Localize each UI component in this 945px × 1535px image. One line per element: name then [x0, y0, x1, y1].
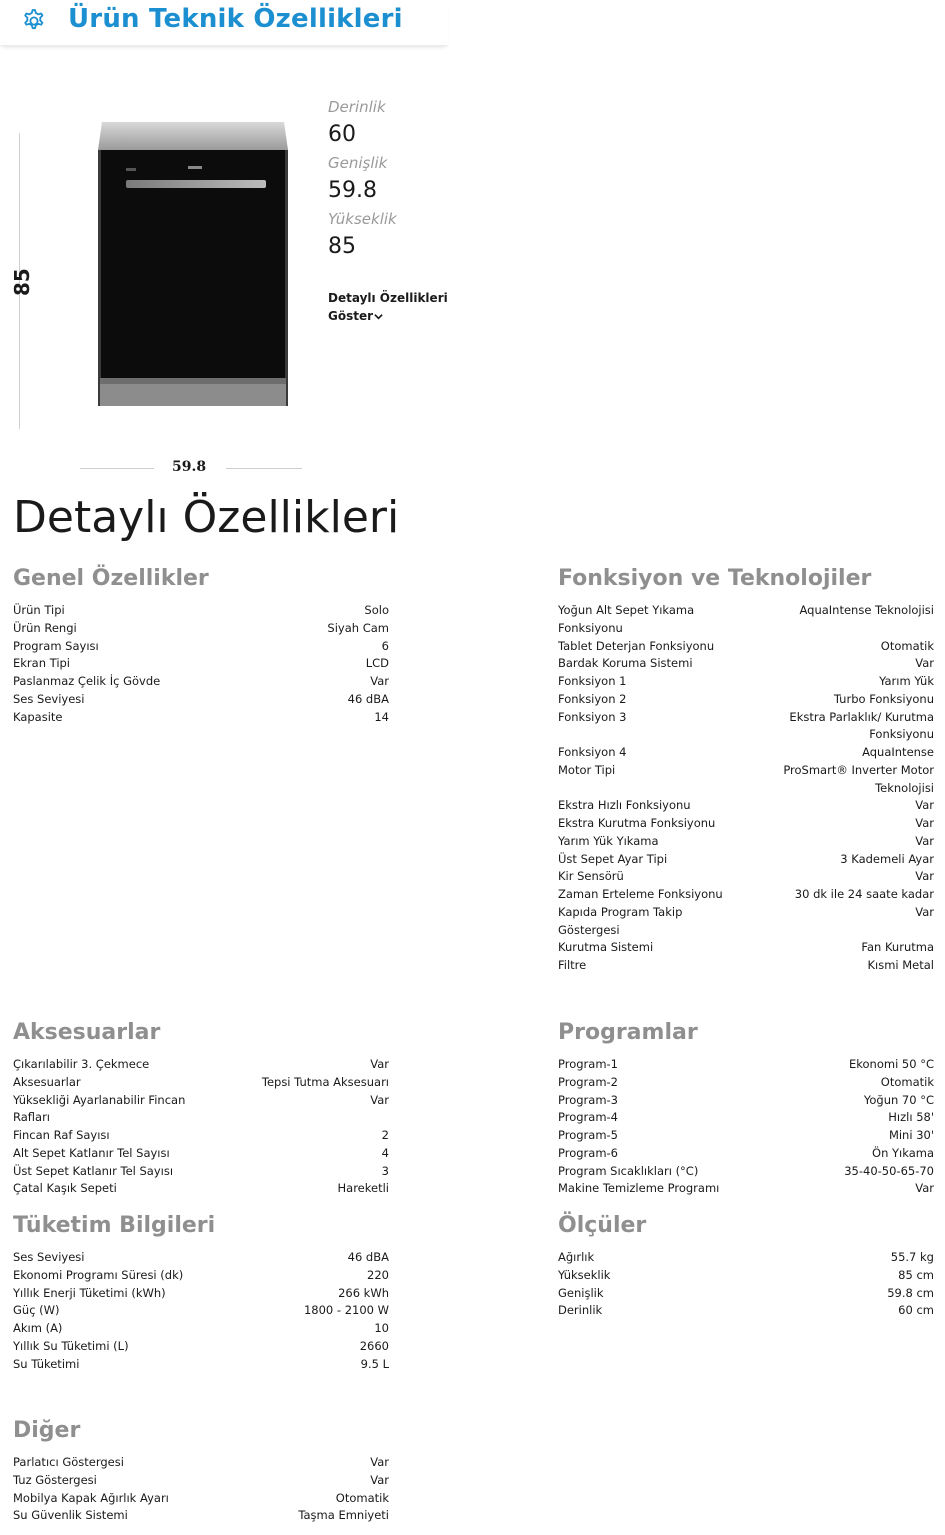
spec-value: 46 dBA: [347, 1250, 389, 1264]
spec-rows: [13, 1056, 389, 1198]
spec-key: Yükseklik: [558, 1267, 611, 1282]
depth-value: 60: [328, 122, 356, 147]
spec-key: Ekstra Kurutma Fonksiyonu: [558, 816, 716, 830]
spec-key: Program-4: [558, 1110, 618, 1125]
spec-value: Kısmi Metal: [867, 958, 934, 972]
spec-value: 14: [374, 709, 389, 724]
spec-value: Var: [370, 1057, 389, 1071]
spec-value: 30 dk ile 24 saate kadar: [794, 887, 934, 901]
spec-value: Otomatik: [880, 638, 934, 653]
spec-row: [558, 673, 934, 691]
spec-row: [558, 762, 934, 798]
gear-icon: [20, 6, 48, 34]
section-title: Programlar: [558, 1020, 698, 1045]
spec-value: 85 cm: [898, 1267, 934, 1282]
spec-key: Paslanmaz Çelik İç Gövde: [13, 674, 161, 688]
spec-value: Otomatik: [335, 1490, 389, 1505]
spec-value: 266 kWh: [338, 1285, 389, 1300]
spec-key: Ekonomi Programı Süresi (dk): [13, 1267, 184, 1282]
spec-key: Ürün Rengi: [13, 620, 77, 635]
spec-row: [558, 1285, 934, 1303]
spec-key: Yüksekliği Ayarlanabilir Fincan Rafları: [13, 1092, 186, 1125]
show-details-toggle[interactable]: [328, 289, 448, 325]
spec-row: [13, 1302, 389, 1320]
spec-key: Üst Sepet Katlanır Tel Sayısı: [13, 1163, 174, 1178]
spec-key: Tuz Göstergesi: [13, 1472, 97, 1487]
spec-row: [13, 1092, 389, 1128]
spec-value: Var: [370, 1092, 389, 1107]
spec-row: [13, 1320, 389, 1338]
spec-row: [13, 691, 389, 709]
spec-row: [558, 868, 934, 886]
spec-key: Çıkarılabilir 3. Çekmece: [13, 1057, 150, 1071]
height-value: 85: [328, 234, 356, 259]
spec-value: Mini 30': [888, 1128, 934, 1142]
spec-value: Yarım Yük: [879, 674, 934, 688]
spec-key: Bardak Koruma Sistemi: [558, 656, 693, 671]
spec-value: 220: [367, 1267, 389, 1282]
width-value: 59.8: [328, 178, 377, 203]
spec-row: [558, 691, 934, 709]
spec-key: Fonksiyon 3: [558, 709, 627, 724]
spec-key: Ekran Tipi: [13, 656, 71, 671]
spec-rows: [558, 602, 934, 975]
width-dimension-label: 59.8: [172, 459, 207, 475]
section-program: [558, 1020, 934, 1198]
spec-row: [13, 1267, 389, 1285]
spec-key: Program Sıcaklıkları (°C): [558, 1163, 699, 1178]
spec-value: Ekonomi 50 °C: [849, 1057, 934, 1071]
spec-row: [13, 1490, 389, 1508]
spec-value: Var: [915, 656, 934, 671]
spec-value: Var: [915, 1181, 934, 1196]
spec-value: 2660: [359, 1338, 389, 1353]
spec-value: Siyah Cam: [327, 620, 389, 635]
spec-row: [13, 673, 389, 691]
section-fonksiyon: [558, 566, 934, 975]
spec-row: [558, 1127, 934, 1145]
spec-row: [558, 1109, 934, 1127]
spec-row: [558, 1249, 934, 1267]
height-label: Yükseklik: [328, 210, 397, 228]
width-dimension-line-right: [226, 468, 302, 469]
spec-key: Su Tüketimi: [13, 1356, 80, 1371]
spec-row: [558, 886, 934, 904]
section-title: Fonksiyon ve Teknolojiler: [558, 566, 872, 591]
spec-value: 9.5 L: [360, 1356, 389, 1371]
spec-rows: [558, 1249, 934, 1320]
height-dimension-label: 85: [10, 268, 34, 296]
spec-key: Makine Temizleme Programı: [558, 1181, 720, 1196]
section-diger: [13, 1418, 389, 1525]
spec-value: Var: [915, 904, 934, 919]
spec-key: Fincan Raf Sayısı: [13, 1128, 110, 1142]
spec-rows: [13, 1454, 389, 1525]
spec-row: [13, 1285, 389, 1303]
spec-row: [558, 939, 934, 957]
spec-key: Program-3: [558, 1092, 618, 1107]
spec-value: 3: [381, 1163, 389, 1178]
header-bar: [0, 0, 448, 46]
spec-value: Var: [370, 674, 389, 688]
spec-key: Yıllık Su Tüketimi (L): [13, 1338, 129, 1353]
spec-row: [13, 620, 389, 638]
spec-row: [558, 1180, 934, 1198]
spec-key: Fonksiyon 1: [558, 674, 627, 688]
spec-row: [558, 833, 934, 851]
spec-key: Motor Tipi: [558, 762, 616, 777]
spec-key: Program-2: [558, 1074, 618, 1089]
spec-key: Su Güvenlik Sistemi: [13, 1508, 128, 1523]
spec-row: [13, 1074, 389, 1092]
spec-row: [558, 957, 934, 975]
spec-row: [13, 1454, 389, 1472]
spec-value: 1800 - 2100 W: [303, 1303, 389, 1318]
spec-key: Program Sayısı: [13, 638, 99, 653]
spec-row: [558, 638, 934, 656]
spec-row: [558, 602, 934, 638]
spec-key: Fonksiyon 2: [558, 691, 627, 706]
spec-row: [558, 655, 934, 673]
spec-key: Fonksiyon 4: [558, 745, 627, 759]
spec-row: [13, 1472, 389, 1490]
spec-rows: [558, 1056, 934, 1198]
spec-value: AquaIntense: [862, 745, 934, 759]
spec-row: [558, 1145, 934, 1163]
spec-value: 6: [381, 638, 389, 653]
section-title: Diğer: [13, 1418, 81, 1443]
page-title: Ürün Teknik Özellikleri: [68, 4, 403, 34]
spec-value: Turbo Fonksiyonu: [833, 691, 934, 706]
spec-value: Var: [915, 833, 934, 848]
width-dimension-line-left: [80, 468, 154, 469]
spec-key: Program-6: [558, 1145, 618, 1160]
spec-key: Ağırlık: [558, 1250, 595, 1264]
spec-key: Ses Seviyesi: [13, 1250, 85, 1264]
section-title: Ölçüler: [558, 1213, 647, 1238]
spec-row: [13, 1356, 389, 1374]
spec-value: Otomatik: [880, 1074, 934, 1089]
spec-row: [13, 1127, 389, 1145]
spec-value: LCD: [365, 656, 389, 671]
spec-row: [558, 1074, 934, 1092]
spec-key: Zaman Erteleme Fonksiyonu: [558, 887, 723, 901]
spec-key: Kurutma Sistemi: [558, 940, 654, 955]
spec-value: Var: [915, 798, 934, 813]
spec-rows: [13, 602, 389, 726]
spec-value: Fan Kurutma: [861, 940, 934, 955]
spec-key: Kapıda Program Takip Göstergesi: [558, 904, 683, 937]
spec-key: Ekstra Hızlı Fonksiyonu: [558, 798, 691, 813]
spec-key: Üst Sepet Ayar Tipi: [558, 851, 668, 866]
section-title: Aksesuarlar: [13, 1020, 161, 1045]
spec-row: [13, 1249, 389, 1267]
spec-value: 4: [381, 1145, 389, 1160]
spec-row: [13, 1180, 389, 1198]
spec-row: [558, 815, 934, 833]
spec-row: [558, 1163, 934, 1181]
spec-value: Var: [915, 869, 934, 884]
spec-row: [13, 1056, 389, 1074]
spec-key: Filtre: [558, 958, 587, 972]
section-title: Genel Özellikler: [13, 566, 209, 591]
chevron-down-icon: [374, 312, 383, 321]
spec-value: 35-40-50-65-70: [844, 1163, 934, 1178]
section-genel: [13, 566, 389, 726]
spec-value: Taşma Emniyeti: [298, 1508, 389, 1523]
spec-value: Ekstra Parlaklık/ Kurutma Fonksiyonu: [789, 709, 934, 742]
spec-key: Alt Sepet Katlanır Tel Sayısı: [13, 1145, 170, 1160]
spec-value: Hızlı 58': [888, 1110, 934, 1125]
spec-row: [558, 709, 934, 745]
spec-value: AquaIntense Teknolojisi: [799, 603, 934, 617]
spec-key: Ürün Tipi: [13, 603, 65, 617]
spec-value: Solo: [364, 603, 389, 617]
spec-row: [13, 1338, 389, 1356]
spec-value: Ön Yıkama: [872, 1145, 934, 1160]
spec-key: Yarım Yük Yıkama: [558, 833, 659, 848]
spec-key: Tablet Deterjan Fonksiyonu: [558, 638, 715, 653]
spec-key: Parlatıcı Göstergesi: [13, 1455, 124, 1469]
spec-row: [13, 709, 389, 727]
spec-row: [558, 1302, 934, 1320]
spec-key: Güç (W): [13, 1303, 60, 1318]
spec-value: Hareketli: [337, 1181, 389, 1196]
spec-key: Mobilya Kapak Ağırlık Ayarı: [13, 1490, 169, 1505]
spec-key: Kapasite: [13, 709, 63, 724]
spec-key: Program-5: [558, 1128, 618, 1142]
spec-key: Çatal Kaşık Sepeti: [13, 1181, 117, 1196]
depth-label: Derinlik: [328, 98, 386, 116]
spec-row: [13, 1145, 389, 1163]
spec-value: 59.8 cm: [887, 1285, 934, 1300]
spec-key: Ses Seviyesi: [13, 691, 85, 706]
spec-value: 55.7 kg: [890, 1250, 934, 1264]
spec-value: 10: [374, 1321, 389, 1335]
spec-value: Var: [915, 816, 934, 830]
spec-row: [558, 1056, 934, 1074]
spec-row: [13, 602, 389, 620]
spec-key: Derinlik: [558, 1303, 603, 1318]
spec-key: Kir Sensörü: [558, 869, 624, 884]
spec-row: [13, 655, 389, 673]
spec-key: Aksesuarlar: [13, 1074, 81, 1089]
spec-row: [13, 638, 389, 656]
spec-row: [558, 904, 934, 940]
spec-key: Yoğun Alt Sepet Yıkama Fonksiyonu: [558, 603, 695, 635]
section-tuketim: [13, 1213, 389, 1373]
spec-value: Var: [370, 1455, 389, 1469]
spec-value: ProSmart® Inverter Motor Teknolojisi: [783, 762, 934, 795]
spec-key: Genişlik: [558, 1285, 604, 1300]
section-olculer: [558, 1213, 934, 1320]
spec-value: Var: [370, 1472, 389, 1487]
spec-value: 46 dBA: [347, 691, 389, 706]
section-aksesuar: [13, 1020, 389, 1198]
spec-key: Akım (A): [13, 1321, 63, 1335]
dishwasher-image: [96, 120, 290, 408]
spec-value: 2: [381, 1128, 389, 1142]
spec-row: [558, 851, 934, 869]
section-title: Tüketim Bilgileri: [13, 1213, 216, 1238]
spec-value: 60 cm: [898, 1303, 934, 1318]
spec-row: [13, 1507, 389, 1525]
spec-rows: [13, 1249, 389, 1373]
spec-row: [558, 744, 934, 762]
spec-value: Tepsi Tutma Aksesuarı: [261, 1074, 389, 1089]
details-heading: Detaylı Özellikleri: [13, 492, 400, 543]
dimension-list: [328, 98, 397, 266]
spec-row: [558, 1092, 934, 1110]
spec-key: Program-1: [558, 1057, 618, 1071]
spec-key: Yıllık Enerji Tüketimi (kWh): [13, 1285, 166, 1300]
spec-value: 3 Kademeli Ayar: [840, 851, 934, 866]
show-details-label: Detaylı Özellikleri Göster: [328, 291, 448, 323]
spec-row: [558, 797, 934, 815]
width-label: Genişlik: [328, 154, 388, 172]
spec-value: Yoğun 70 °C: [863, 1092, 934, 1107]
spec-row: [558, 1267, 934, 1285]
spec-row: [13, 1163, 389, 1181]
